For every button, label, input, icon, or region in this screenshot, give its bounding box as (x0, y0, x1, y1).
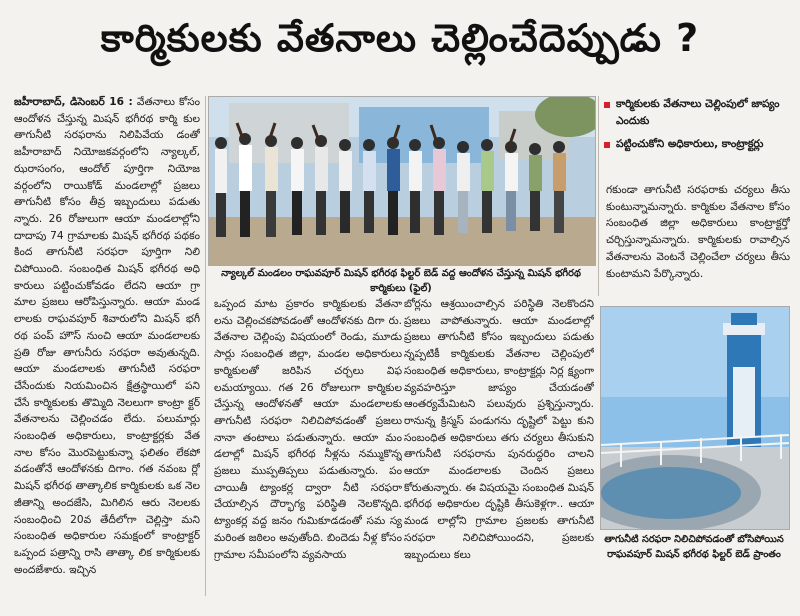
bullet-icon (604, 102, 610, 108)
protest-photo-image (209, 97, 595, 265)
photo-caption: తాగునీటి సరఫరా నిలిచిపోవడంతో బోసిపోయిన రాఘవపూర్ మిషన్ భగీరథ ఫిల్టర్ బెడ్ ప్రాంతం (604, 534, 784, 560)
article-column-4 (606, 182, 790, 296)
article-text: బోర్లను ఆశ్రయించాల్సిన పరిస్థితి నెలకొందని ప్రజలు వాపోతున్నారు. ఆయా మండలాల్లో ప్రజలు తాగునీటి కోసం ఇబ్బందులు పడుతు న్నప్పటికీ కార్మికులకు వేతనాల చెల్లింపులో సంబంధిత అధికారులు, కాంట్రాక్టర్లు నిర్ల క్ష్యంగా వ్యవహరిస్తూ జాప్యం చేయడంతో ఆంతర్యమేమిటని పలువురు ప్రశ్నిస్తున్నారు. రానున్న క్రిస్మస్ పండుగను దృష్టిలో పెట్టు కుని సంబంధిత అధికారులు తగు చర్యలు తీసుకుని తాగునీటి సరఫరాను పునరుద్ధరిం చాలని ఆయా మండలాలకు చెందిన ప్రజలు కోరుతున్నారు. ఈ విషయమై సంబంధిత మిషన్ భగీరథ అధికారుల దృష్టికి తీసుకెళ్లగా.. ఆయా మండ లాల్లోని గ్రామాల ప్రజలకు తాగునీటి సరఫరా నిలిచిపోయిందని, ప్రజలకు ఇబ్బందులు కలు (404, 298, 594, 561)
highlights-box (602, 96, 790, 176)
photo-caption: న్యాల్కల్ మండలం రాఘవపూర్ మిషన్ భగీరథ ఫిల్టర్ బెడ్ వద్ద ఆందోళన చేస్తున్న మిషన్ భగీరథ కార్మికులు (ఫైల్) (221, 268, 581, 294)
bullet-icon (604, 142, 610, 148)
water-tower-photo (600, 306, 790, 530)
column-rule (598, 96, 599, 296)
article-text: ఒప్పంద మాట ప్రకారం కార్మికులకు వేతనా లను చెల్లించకపోవడంతో ఆందోళనకు దిగా రు. వేతనాల చెల్లింపు విషయంలో రెండు, మూడు సార్లు సంబంధిత జిల్లా, మండల అధికారులు కార్మికులతో జరిపిన చర్చలు విఫ లమయ్యాయి. గత 26 రోజులుగా కార్మికుల చేస్తున్న ఆందోళనతో ఆయా మండలాలకు తాగునీటి సరఫరా నిలిచిపోవడంతో ప్రజలు నానా తంటాలు పడుతున్నారు. ఆయా మం డలాల్లో మిషన్ భగీరథ నీళ్లను నమ్ముకొన్న ప్రజలు ముప్పతిప్పలు పడుతున్నారు. పం చాయితీ ట్యాంకర్ల ద్వారా నీటి సరఫరా చేయాల్సిన దౌర్భాగ్య పరిస్థితి నెలకొన్నది. ట్యాంకర్ల వద్ద జనం గుమికూడడంతో సమ స్య మరింత జఠిలం అవుతోంది. బిందెడు నీళ్ల కోసం గ్రామాల సమీపంలోని వ్యవసాయ (214, 298, 402, 561)
article-text: గకుండా తాగునీటి సరఫరాకు చర్యలు తీసు కుంటున్నామన్నారు. కార్మికుల వేతనాల కోసం సంబంధిత జిల్లా అధికారులు కాంట్రాక్టర్తో చర్చిస్తున్నామన్నారు. కార్మికులకు రావాల్సిన వేతనాలను వెంటనే చెల్లించేలా చర్యలు తీసు కుంటామని పేర్కొన్నారు. (606, 184, 790, 280)
article-column-2 (214, 296, 402, 600)
protest-photo (208, 96, 596, 266)
article-column-1 (14, 94, 200, 600)
highlight-text: కార్మికులకు వేతనాలు చెల్లింపులో జాప్యం ఎందుకు (616, 98, 780, 127)
water-tower-image (601, 307, 789, 529)
column-rule (205, 96, 206, 596)
article-text: వేతనాలు కోసం ఆందోళన చేస్తున్న మిషన్ భగీరథ కార్మి కుల తాగునీటి సరఫరాను నిలిపివేయ డంతో జహీరాబాద్ నియోజకవర్గంలోని న్యాల్కల్, ఝరాసంగం, ఆందోల్ పూర్తిగా నియోజ వర్గంలోని రాయికోడ్ మండలాల్లో ప్రజలు తాగునీటి కోసం తీవ్ర ఇబ్బందులు పడుతు న్నారు. 26 రోజులుగా ఆయా మండలాల్లోని దాదాపు 74 గ్రామాలకు మిషన్ భగీరథ పథకం కింద తాగునీటి సరఫరా పూర్తిగా నిలి చిపోయింది. సంబంధిత మిషన్ భగీరథ అధి కారులు పట్టించుకోవడం లేదని ఆయా గ్రా మాల ప్రజలు ఆరోపిస్తున్నారు. ఆయా మండ లాలకు రాఘవపూర్ శివారులోని మిషన్ భగీ రథ పంప్ హౌస్ నుంచి ఆయా మండలాలకు ప్రతి రోజు తాగునీరు సరఫరా అవుతున్నది. ఆయా మండలాలకు తాగునీటి సరఫరా చేసేందుకు నియమించిన క్షేత్రస్థాయిలో పని చేసే కార్మికులకు తొమ్మిది నెలలుగా కాంట్రా క్టర్ వేతనాలను చెల్లించడం లేదు. పలుమార్లు సంబంధిత అధికారులు, కాంట్రాక్టర్లకు వేత నాల కోసం మొరపెట్టుకున్నా ఫలితం లేకపో వడంతోనే ఆందోళనకు దిగాం. గత నవంబ ర్లో మిషన్ భగీరథ తాత్కాలిక కార్మికులకు ఒక నెల జీతాన్ని అందజేసి, మిగిలిన ఆరు నెలలకు సంబంధించి 20వ తేదీలోగా చెల్లిస్తా మని సంబంధిత అధికారుల సమక్షంలో కాంట్రాక్టర్ ఒప్పంద పత్రాన్ని రాసి తాత్కా లిక కార్మికులకు అందజేశారు. ఇచ్చిన (14, 96, 200, 576)
highlight-text: పట్టించుకోని అధికారులు, కాంట్రాక్టర్లు (616, 138, 764, 150)
highlight-item (602, 96, 790, 130)
headline: కార్మికులకు వేతనాలు చెల్లించేదెప్పుడు ? (100, 16, 700, 60)
article-column-3 (404, 296, 594, 600)
dateline: జహీరాబాద్, డిసెంబర్ 16 : (14, 96, 133, 108)
highlight-item (602, 136, 790, 153)
